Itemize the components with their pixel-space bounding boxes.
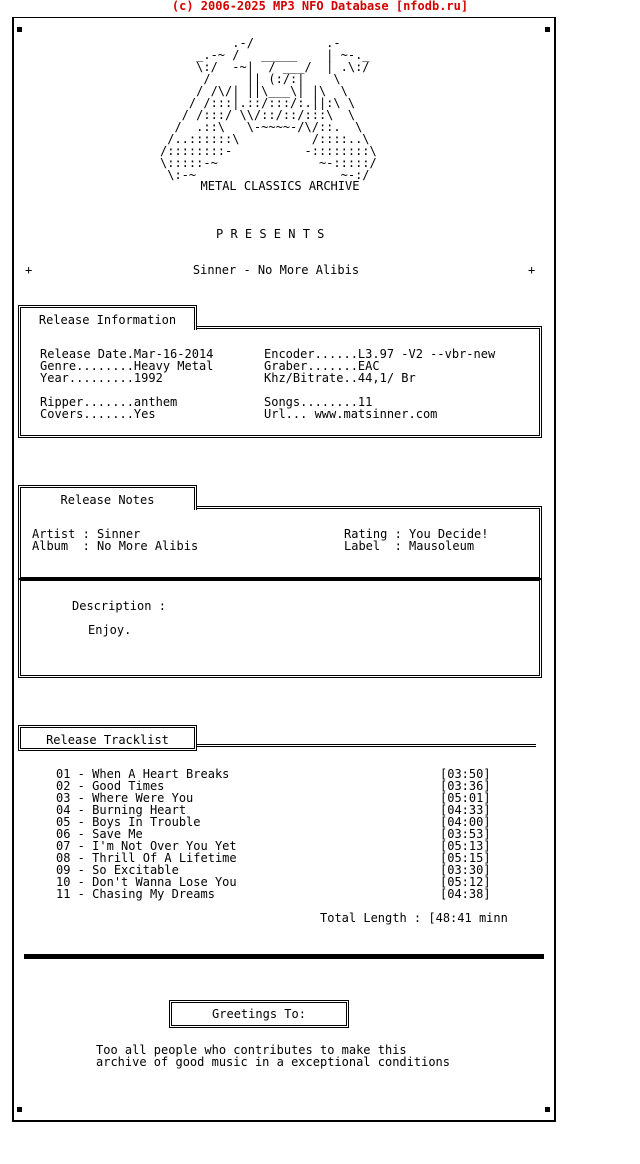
track-number: 08: [56, 851, 71, 865]
site-header: (c) 2006-2025 MP3 NFO Database [nfodb.ru]: [171, 0, 469, 13]
label-line: Label : Mausoleum: [344, 539, 475, 553]
track-title: Don't Wanna Lose You: [92, 875, 237, 889]
tracklist-tab: Release Tracklist: [18, 725, 197, 751]
track-title: Chasing My Dreams: [92, 887, 215, 901]
track-length: [05:15]: [440, 851, 491, 865]
album-line: Album : No More Alibis: [32, 539, 199, 553]
track-dash: -: [70, 791, 93, 805]
genre-line: Genre........Heavy Metal: [40, 359, 214, 373]
description-text: Enjoy.: [88, 623, 132, 637]
greetings-box: [169, 1000, 349, 1028]
track-dash: -: [70, 779, 93, 793]
greetings-line-2: archive of good music in a exceptional conditions: [96, 1055, 451, 1069]
track-title: So Excitable: [92, 863, 179, 877]
graber-line: Graber.......EAC: [264, 359, 380, 373]
logo-caption: METAL CLASSICS ARCHIVE: [200, 179, 360, 193]
track-length: [03:36]: [440, 779, 491, 793]
track-number: 06: [56, 827, 71, 841]
covers-line: Covers.......Yes: [40, 407, 156, 421]
track-number: 07: [56, 839, 71, 853]
presents-text: P R E S E N T S: [216, 227, 325, 241]
tracklist: [56, 768, 516, 900]
track-dash: -: [70, 827, 93, 841]
year-line: Year.........1992: [40, 371, 163, 385]
track-length: [04:38]: [440, 887, 491, 901]
track-length: [03:30]: [440, 863, 491, 877]
track-length: [05:12]: [440, 875, 491, 889]
track-number: 01: [56, 767, 71, 781]
track-length: [04:00]: [440, 815, 491, 829]
rating-line: Rating : You Decide!: [344, 527, 489, 541]
total-length: Total Length : [48:41 minn: [320, 911, 508, 925]
separator-bar: [24, 954, 544, 959]
bullet-left: +: [25, 263, 33, 277]
track-number: 04: [56, 803, 71, 817]
track-length: [03:53]: [440, 827, 491, 841]
track-dash: -: [70, 767, 93, 781]
track-title: Save Me: [92, 827, 143, 841]
corner-dot-top-right: [545, 27, 550, 32]
track-number: 02: [56, 779, 71, 793]
track-number: 09: [56, 863, 71, 877]
track-number: 03: [56, 791, 71, 805]
release-title: Sinner - No More Alibis: [192, 263, 360, 277]
url-line[interactable]: [264, 408, 495, 420]
track-dash: -: [70, 875, 93, 889]
track-title: Boys In Trouble: [92, 815, 201, 829]
description-label: Description :: [72, 599, 166, 613]
track-length: [04:33]: [440, 803, 491, 817]
release-info-right: [264, 348, 495, 420]
logo-ascii-art: .-/ .- _.-~ / _____ | ~-._ \:/ -~| / ___/ | .\:/ / || (:/:| \ / /\/| ||\___\| |\ \ / /:::|.::/:::/:.||:\ \ / /:::/ \\/::/::/:::\ \ / .::\ \-~~~~-/\/::. \ /..::::::\ /::::..\ /::::::::- -::::::::\ \:::::-~ ~-:::::/ \:-~ ~-:/: [160, 36, 377, 182]
artist-line: Artist : Sinner: [32, 527, 141, 541]
greetings-line-1: Too all people who contributes to make this: [96, 1043, 407, 1057]
track-dash: -: [70, 851, 93, 865]
track-number: 11: [56, 887, 71, 901]
bitrate-line: Khz/Bitrate..44,1/ Br: [264, 371, 416, 385]
ripper-line: Ripper.......anthem: [40, 395, 178, 409]
corner-dot-bottom-right: [545, 1107, 550, 1112]
track-title: Where Were You: [92, 791, 194, 805]
track-number: 10: [56, 875, 71, 889]
track-length: [05:01]: [440, 791, 491, 805]
url-text[interactable]: Url... www.matsinner.com: [264, 407, 438, 421]
track-title: Good Times: [92, 779, 165, 793]
track-length: [03:50]: [440, 767, 491, 781]
bullet-right: +: [528, 263, 536, 277]
track-row: [56, 888, 516, 900]
track-dash: -: [70, 839, 93, 853]
corner-dot-bottom-left: [17, 1107, 22, 1112]
track-title: Thrill Of A Lifetime: [92, 851, 237, 865]
release-info-left: [40, 348, 213, 420]
encoder-line: Encoder......L3.97 -V2 --vbr-new: [264, 347, 496, 361]
release-notes-tab: Release Notes: [18, 485, 197, 510]
corner-dot-top-left: [17, 27, 22, 32]
greetings-title: Greetings To:: [212, 1007, 306, 1021]
songs-line: Songs........11: [264, 395, 373, 409]
release-date-line: Release Date.Mar-16-2014: [40, 347, 214, 361]
track-dash: -: [70, 803, 93, 817]
track-title: When A Heart Breaks: [92, 767, 230, 781]
track-dash: -: [70, 887, 93, 901]
track-title: I'm Not Over You Yet: [92, 839, 237, 853]
track-dash: -: [70, 863, 93, 877]
track-dash: -: [70, 815, 93, 829]
track-length: [05:13]: [440, 839, 491, 853]
track-number: 05: [56, 815, 71, 829]
release-info-tab: Release Information: [18, 305, 197, 330]
track-title: Burning Heart: [92, 803, 187, 817]
